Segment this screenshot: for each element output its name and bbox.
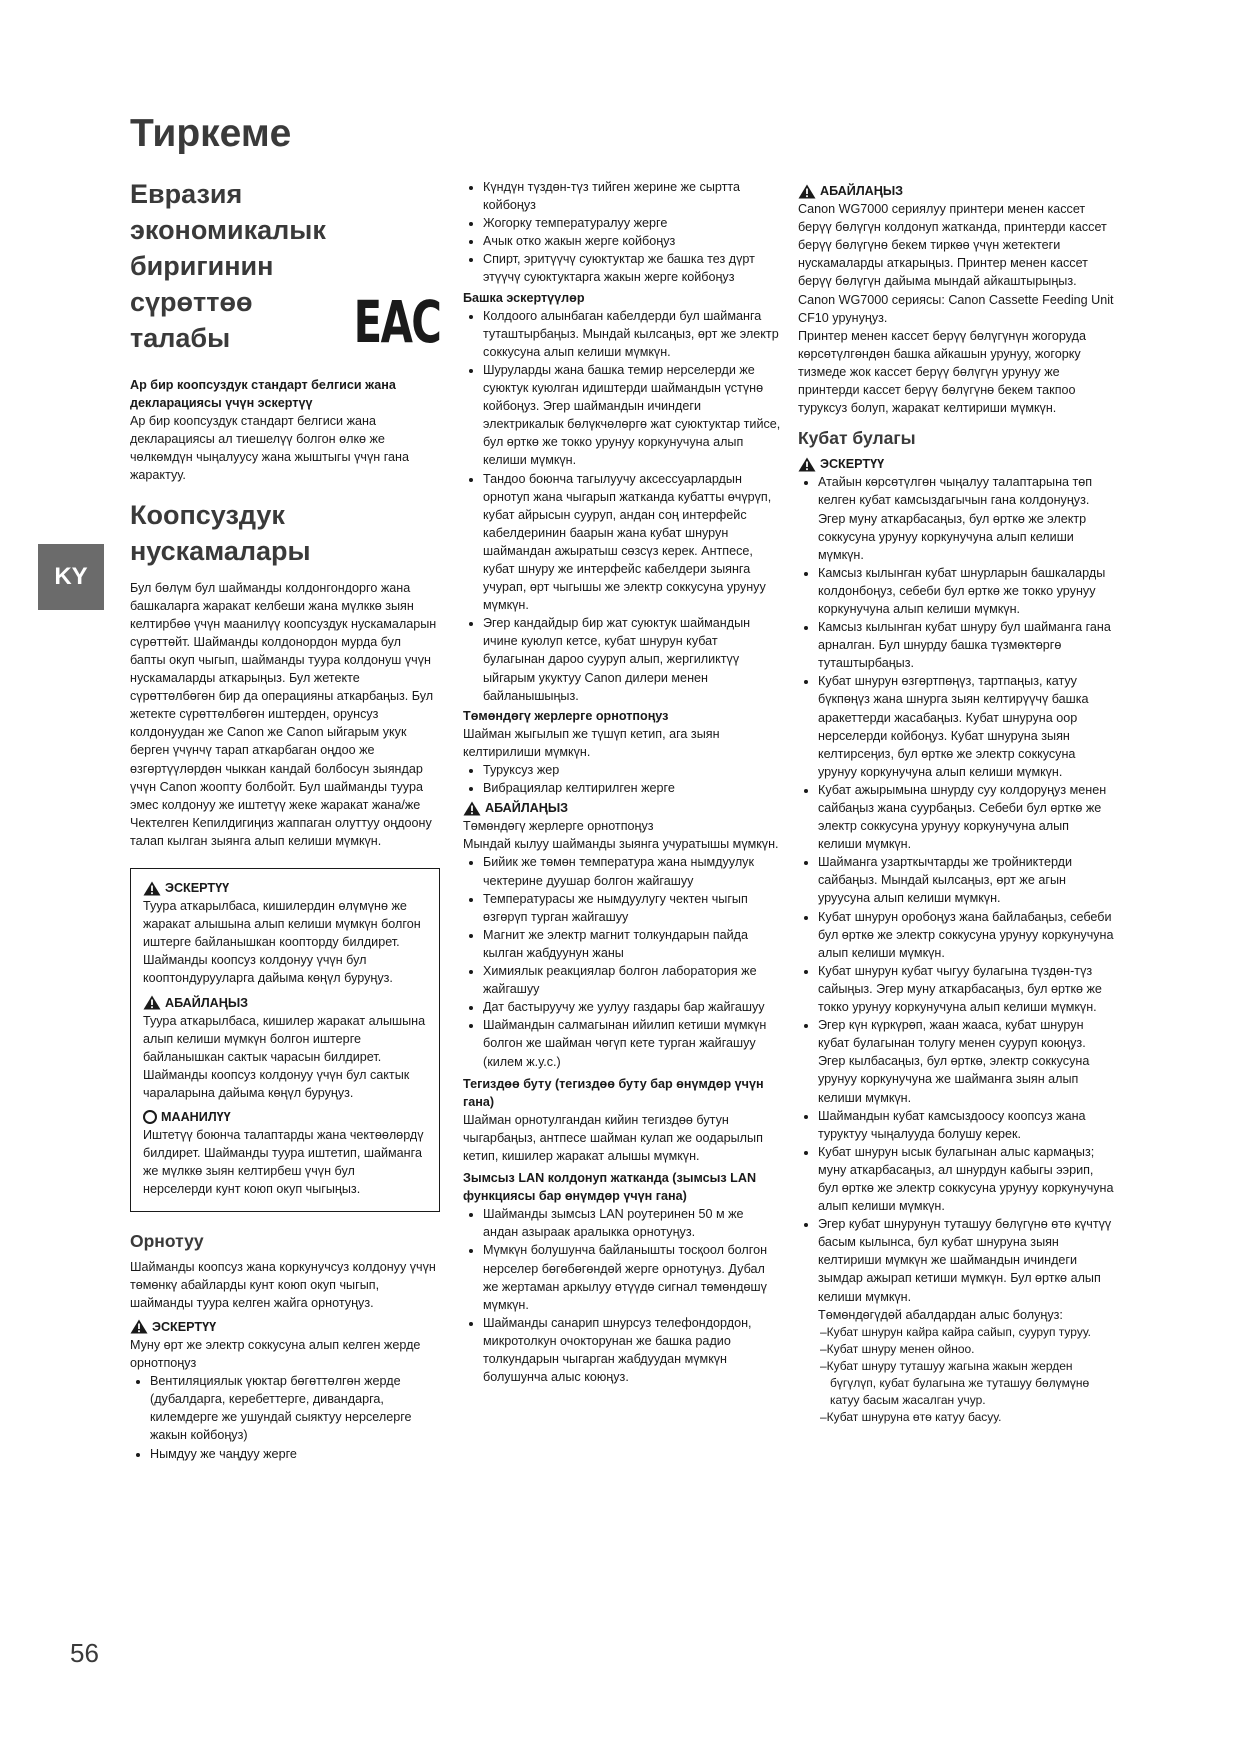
- list-item: • Колдоого алынбаган кабелдерди бул шайманга туташтырбаңыз. Мындай кылсаңыз, өрт же электр соккусуна алып келиши мүмкүн.: [483, 307, 781, 361]
- list-item: • Кубат шнурун кубат чыгуу булагына түздөн-түз сайыңыз. Эгер муну аткарбасаңыз, бул өрткө же токко урунуу коркунучуна алып келиши мүмкүн.: [818, 962, 1116, 1016]
- list-item: • Шайманды санарип шнурсуз телефондордон, микротолкун очокторунан же башка радио толкундарын чыгарган жабдуудан мүмкүн болушунча алыс коюңуз.: [483, 1314, 781, 1386]
- list-item: –Кубат шнуру туташуу жагына жакын жерден бүгүлүп, кубат булагына же туташуу бөлүмүнө катуу басым жасалган учур.: [820, 1358, 1090, 1407]
- list-item: • Эгер күн күркүрөп, жаан жааса, кубат шнурун кубат булагынан толугу менен сууруп коюңуз. Эгер кылбасаңыз, бул өрткө, электр соккусуна урунуу коркунучуна же шайманга зыян алып келиши мүмкүн.: [818, 1016, 1116, 1106]
- warning-label-text: АБАЙЛАҢЫЗ: [165, 995, 249, 1010]
- language-tab-label: KY: [54, 563, 88, 590]
- installation-warning-list: [463, 853, 781, 1070]
- list-item: • Тандоо боюнча тагылуучу аксессуарлардын орнотуп жана чыгарып жатканда кубатты өчүрүп, кубат айрысын сууруп, андан соң интерфейс кабелдеринин баарын жана кубат шнурун шаймандан ажыратыш сөзсүз керек. Антпесе, кубат шнуру же интерфейс кабелдери зыянга учурап, өрт чыгышы же электр соккусуна урунуу мүмкүн.: [483, 470, 781, 615]
- warning-triangle-icon: [798, 184, 816, 199]
- caution-text: Туура аткарылбаса, кишилердин өлүмүнө же жаракат алышына алып келиши мүмкүн болгон иштерге байланышкан коопторду билдирет. Шайманды коопсуз колдонуу үчүн бул кооптондурууларга дайыма көңүл буруңуз.: [143, 899, 421, 986]
- column-left: [130, 176, 440, 1463]
- list-item: • Күндүн түздөн-түз тийген жерине же сыртта койбоңуз: [483, 178, 781, 214]
- list-item: • Ачык отко жакын жерге койбоңуз: [483, 232, 781, 250]
- column-middle: [463, 178, 781, 1386]
- caution-label-text: ЭСКЕРТҮҮ: [165, 880, 230, 895]
- installation-intro: Шайманды коопсуз жана коркунучсуз колдонуу үчүн төмөнкү абайларды кунт коюп окуп чыгып, шайманды туура келген жайга орнотуңуз.: [130, 1259, 436, 1310]
- list-item: • Шаймандын кубат камсыздоосу коопсуз жана туруктуу чыңалууда болушу керек.: [818, 1107, 1116, 1143]
- list-item: • Магнит же электр магнит толкундарын пайда кылган жабдуунун жаны: [483, 926, 781, 962]
- list-item: • Нымдуу же чаңдуу жерге: [150, 1445, 440, 1463]
- important-circle-icon: [143, 1110, 157, 1124]
- list-item: • Химиялык реакциялар болгон лаборатория же жайгашуу: [483, 962, 781, 998]
- leveling-foot-heading: Тегиздөө буту (тегиздөө буту бар өнүмдөр үчүн гана): [463, 1076, 764, 1109]
- safety-symbols-box: [130, 868, 440, 1212]
- installation-caution-label: [130, 1318, 440, 1336]
- installation-warning-label: [463, 799, 781, 817]
- eac-heading-line: экономикалык: [130, 215, 326, 245]
- eac-mark-logo: EAC: [353, 288, 440, 356]
- list-item: • Шайманга узарткычтарды же тройниктерди сайбаңыз. Мындай кылсаңыз, өрт же агын урууcуна алып келиши мүмкүн.: [818, 853, 1116, 907]
- installation-caution-text: Муну өрт же электр соккусуна алып келген жерде орнотпоңуз: [130, 1337, 421, 1371]
- installation-warning-text-1: Төмөндөгү жерлерге орнотпоңуз: [463, 819, 654, 834]
- warning-triangle-icon: [463, 801, 481, 816]
- cassette-text-2: Принтер менен кассет берүү бөлүгүнүн жогоруда көрсөтүлгөндөн башка айкашын урунуу, жогорку тизмеде жок кассет берүү бөлүгүн урунуу же принтерди кассет берүү бөлүгүнө бекем такпоо туруксуз болуп, жаракат келтириши мүмкүн.: [798, 328, 1086, 416]
- warning-triangle-icon: [143, 881, 161, 896]
- list-item: • Кубат шнурун өзгөртпөңүз, тартпаңыз, катуу бүкпөңүз жана шнурга зыян келтирүүчү башка аракеттерди жасабаңыз. Кубат шнуруна оор нерселерди койбоңуз. Кубат шнуруна зыян келтирсеңиз, бул өрткө же электр соккусуна урунуу коркунучуна алып келиши мүмкүн.: [818, 672, 1116, 781]
- cassette-text-1: Canon WG7000 сериялуу принтери менен кассет берүү бөлүгүн колдонуп жатканда, принтерди кассет берүү бөлүгүнө бекем тиркөө үчүн жетектеги нускамаларды аткарыңыз. Принтер менен кассет берүү бөлүгүн дайыма мындай айкаштырыңыз. Canon WG7000 сериясы: Canon Cassette Feeding Unit CF10 урунуңуз.: [798, 202, 1114, 325]
- list-item: • Эгер кандайдыр бир жат суюктук шаймандын ичине куюлуп кетсе, кубат шнурун кубат булагынан дароо сууруп алып, жергиликтүү ыйгарым укуктуу Canon дилери менен байланышыңыз.: [483, 614, 781, 704]
- important-label-text: МААНИЛҮҮ: [161, 1110, 231, 1125]
- caution-label: [143, 879, 427, 897]
- list-item: • Мүмкүн болушунча байланышты тосқоол болгон нерселер бөгөбөгөндөй жерге орнотуңуз. Дубал же жертаман аркылуу өтүүдө сигнал төмөндөшү мүмкүн.: [483, 1241, 781, 1313]
- installation-caution-label-text: ЭСКЕРТҮҮ: [152, 1319, 217, 1334]
- list-item: • Шуруларды жана башка темир нерселерди же суюктук куюлган идиштерди шаймандын үстүнө койбоңуз. Эгер шаймандын ичиндеги электрикалык бөлүкчөлөргө жат суюктуктар тийсе, бул өрткө же токко урунуу коркунучуна алып келиши мүмкүн.: [483, 361, 781, 470]
- installation-caution-list: [130, 1372, 440, 1462]
- list-item: • Туруксуз жер: [483, 761, 781, 779]
- power-caution-label-text: ЭСКЕРТҮҮ: [820, 457, 885, 472]
- installation-warning-label-text: АБАЙЛАҢЫЗ: [485, 801, 569, 816]
- list-item: • Кубат шнурун ысык булагынан алыс кармаңыз; муну аткарбасаңыз, ал шнурдун кабыгы ээрип, бул өрткө же электр соккусуна урунуу коркунучуна алып келиши мүмкүн.: [818, 1143, 1116, 1215]
- list-item: • Бийик же төмөн температура жана нымдуулук чектерине дуушар болгон жайгашуу: [483, 853, 781, 889]
- warning-triangle-icon: [143, 995, 161, 1010]
- column-right: [798, 180, 1116, 1426]
- eac-heading-row: [130, 176, 440, 356]
- safety-intro: Бул бөлүм бул шайманды колдонгондорго жана башкаларга жаракат келбеши жана мүлккө зыян келтирбөө үчүн маанилүү коопсуздук нускамаларын сүрөттөйт. Шайманды колдонордон мурда бул бапты окуп чыгып, шайманды туура колдонуш үчүн нускамаларды аткарыңыз. Бул жетекте сүрөттөлбөгөн бир да операцияны аткарбаңыз. Бул жетекте сүрөттөлбөгөн иштерден, орунсуз колдонуудан же Canon же Canon ыйгарым укук берген үчүнчү тарап аткарбаган оңдоо же өзгөртүүлөрдөн чыккан кандай болбосун зыяндар үчүн Canon жоопту болбойт. Бул шайманды туура эмес колдонуу же иштетүү жеке жаракат жана/же Чектелген Кепилдигиңиз жаппаган олуттуу оңдоону талап кылган зыянга алып келиши мүмкүн.: [130, 580, 437, 848]
- other-precautions-list: [463, 307, 781, 705]
- list-item: • Кубат ажырымына шнурду суу колдоруңуз менен сайбаңыз жана суурбаңыз. Себеби бул өрткө же электр соккусуна урунуу коркунучуна алып келиши мүмкүн.: [818, 781, 1116, 853]
- list-item: • Спирт, эритүүчү суюктуктар же башка тез дүрт этүүчү суюктуктарга жакын жерге койбоңуз: [483, 250, 781, 286]
- power-caution-list: [798, 473, 1116, 1305]
- list-item: • Дат бастыруучу же уулуу газдары бар жайгашуу: [483, 998, 781, 1016]
- wireless-lan-list: [463, 1205, 781, 1386]
- important-label: [143, 1108, 427, 1126]
- eac-heading-line: биригинин: [130, 251, 274, 281]
- warning-triangle-icon: [798, 457, 816, 472]
- list-item: –Кубат шнуруна өтө катуу басуу.: [820, 1409, 1002, 1424]
- installation-caution-list-continued: [463, 178, 781, 287]
- list-item: • Камсыз кылынган кубат шнуру бул шайманга гана арналган. Бул шнурду башка түзмөктөргө туташтырбаңыз.: [818, 618, 1116, 672]
- list-item: • Вибрациялар келтирилген жерге: [483, 779, 781, 797]
- eac-text: Ар бир коопсуздук стандарт белгиси жана декларациясы ал тиешелүү болгон өлкө же чөлкөмдүн чыңалуусу жана жыштыгы үчүн гана жарактуу.: [130, 414, 409, 483]
- installation-warning-text-2: Мындай кылуу шайманды зыянга учуратышы мүмкүн.: [463, 837, 779, 852]
- power-caution-label: [798, 455, 1116, 473]
- power-avoid-text: Төмөндөгүдөй абалдардан алыс болуңуз:: [818, 1307, 1063, 1322]
- unstable-location-heading: Төмөндөгү жерлерге орнотпоңуз: [463, 708, 669, 723]
- wireless-lan-heading: Зымсыз LAN колдонуп жатканда (зымсыз LAN функциясы бар өнүмдөр үчүн гана): [463, 1171, 757, 1204]
- list-item: • Жогорку температуралуу жерге: [483, 214, 781, 232]
- warning-text: Туура аткарылбаса, кишилер жаракат алышына алып келиши мүмкүн болгон иштерге байланышкан сактык чарасын билдирет. Шайманды коопсуз колдонуу үчүн бул сактык чараларына дайыма көңүл буруңуз.: [143, 1013, 426, 1100]
- unstable-location-list: [463, 761, 781, 797]
- page-title: Тиркеме: [130, 112, 292, 155]
- warning-label: [143, 994, 427, 1012]
- leveling-foot-text: Шайман орнотулгандан кийин тегиздөө бутун чыгарбаңыз, антпесе шайман кулап же оодарылып кетип, кишилер жаракат алышы мүмкүн.: [463, 1112, 763, 1163]
- eac-subheading: Ар бир коопсуздук стандарт белгиси жана декларациясы үчүн эскертүү: [130, 378, 396, 411]
- eac-heading-line: сүрөттөө талабы: [130, 287, 253, 353]
- eac-heading: [130, 176, 332, 356]
- list-item: • Шаймандын салмагынан ийилип кетиши мүмкүн болгон же шайман чөгүп кете турган жайгашуу (килем ж.у.с.): [483, 1016, 781, 1070]
- language-tab: [38, 544, 104, 610]
- safety-heading-line: нускамалары: [130, 535, 311, 566]
- list-item: –Кубат шнуру менен ойноо.: [820, 1341, 975, 1356]
- eac-heading-line: Евразия: [130, 179, 243, 209]
- list-item: –Кубат шнурун кайра кайра сайып, сууруп туруу.: [820, 1324, 1091, 1339]
- page-number: 56: [70, 1638, 99, 1668]
- list-item: • Камсыз кылынган кубат шнурларын башкаларды колдонбоңуз, себеби бул өрткө же токко урунуу коркунучуна алып келиши мүмкүн.: [818, 564, 1116, 618]
- unstable-location-text: Шайман жыгылып же түшүп кетип, ага зыян келтирилиши мүмкүн.: [463, 726, 720, 759]
- safety-heading-line: Коопсуздук: [130, 499, 285, 530]
- important-text: Иштетүү боюнча талаптарды жана чектөөлөрдү билдирет. Шайманды туура иштетип, шайманга же мүлккө зыян келтирбеш үчүн бул нерселерди кунт коюп окуп чыгыңыз.: [143, 1128, 424, 1197]
- cassette-warning-label: [798, 182, 1116, 200]
- list-item: • Кубат шнурун оробоңуз жана байлабаңыз, себеби бул өрткө же электр соккусуна урунуу коркунучуна алып келиши мүмкүн.: [818, 908, 1116, 962]
- other-precautions-heading: Башка эскертүүлөр: [463, 290, 585, 305]
- list-item: • Атайын көрсөтүлгөн чыңалуу талаптарына төп келген кубат камсыздагычын гана колдонуңуз. Эгер муну аткарбасаңыз, бул өрткө же электр соккусуна урунуу коркунучуна алып келиши мүмкүн.: [818, 473, 1116, 563]
- warning-triangle-icon: [130, 1319, 148, 1334]
- power-avoid-list: [798, 1324, 1116, 1426]
- installation-heading: Орнотуу: [130, 1230, 204, 1251]
- list-item: • Вентиляциялык үюктар бөгөттөлгөн жерде (дубалдарга, керебеттерге, дивандарга, килемдерге же ушундай сыяктуу нерселерге жакын койбоңуз): [150, 1372, 440, 1444]
- power-supply-heading: Кубат булагы: [798, 428, 916, 449]
- list-item: • Температурасы же нымдуулугу чектен чыгып өзгөрүп турган жайгашуу: [483, 890, 781, 926]
- cassette-warning-label-text: АБАЙЛАҢЫЗ: [820, 184, 904, 198]
- list-item: • Шайманды зымсыз LAN роутеринен 50 м же андан азыраак аралыкка орнотуңуз.: [483, 1205, 781, 1241]
- list-item: • Эгер кубат шнурунун туташуу бөлүгүнө өтө күчтүү басым кылынса, бул кубат шнуруна зыян келтириши мүмкүн же шаймандын ичиндеги зымдар ажырап кетиши мүмкүн. Бул өрткө алып келиши мүмкүн.: [818, 1215, 1116, 1305]
